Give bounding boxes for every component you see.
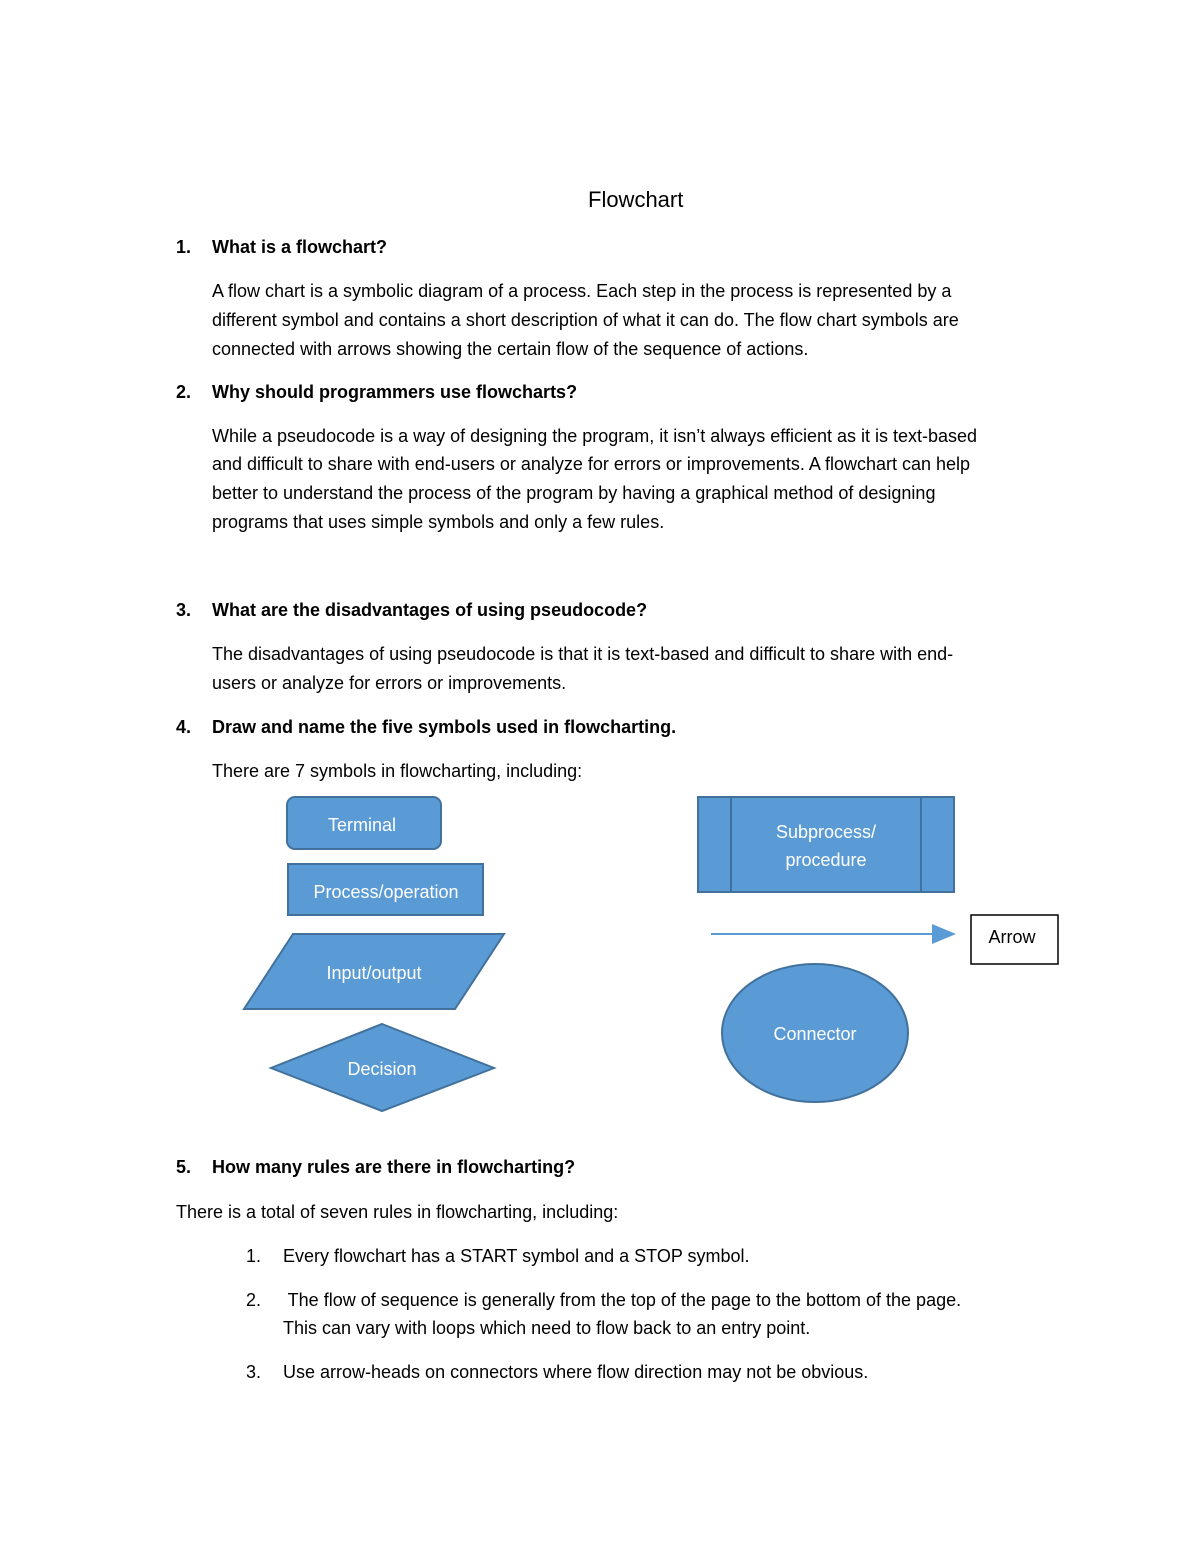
question-number: 1.	[176, 237, 192, 257]
rule-text: This can vary with loops which need to flow back to an entry point.	[283, 1318, 811, 1338]
arrow-label: Arrow	[988, 927, 1036, 947]
answer-line: There are 7 symbols in flowcharting, including:	[212, 761, 583, 781]
question-heading: How many rules are there in flowcharting?	[212, 1157, 576, 1177]
question-number: 5.	[176, 1157, 192, 1177]
subprocess-label-line1: Subprocess/	[775, 822, 877, 842]
terminal-symbol	[287, 797, 441, 849]
question-number: 4.	[176, 717, 192, 737]
answer-line: The disadvantages of using pseudocode is that it is text-based and difficult to share with end-	[212, 644, 954, 664]
page-title: Flowchart	[588, 187, 684, 212]
answer-line: A flow chart is a symbolic diagram of a process. Each step in the process is represented by a	[212, 281, 952, 301]
answer-line: programs that uses simple symbols and only a few rules.	[212, 512, 665, 532]
connector-symbol	[722, 964, 908, 1102]
answer-line: users or analyze for errors or improvements.	[212, 673, 567, 693]
answer-line: and difficult to share with end-users or analyze for errors or improvements. A flowchart can help	[212, 454, 971, 474]
input-output-symbol	[244, 934, 504, 1009]
answer-line: connected with arrows showing the certain flow of the sequence of actions.	[212, 339, 809, 359]
rule-text: Use arrow-heads on connectors where flow direction may not be obvious.	[283, 1362, 869, 1382]
rule-text: Every flowchart has a START symbol and a STOP symbol.	[283, 1246, 750, 1266]
rule-text: The flow of sequence is generally from the top of the page to the bottom of the page.	[283, 1290, 962, 1310]
arrow-label-box	[971, 915, 1058, 964]
answer-line: There is a total of seven rules in flowcharting, including:	[176, 1202, 619, 1222]
question-heading: What are the disadvantages of using pseudocode?	[212, 600, 648, 620]
answer-line: While a pseudocode is a way of designing the program, it isn’t always efficient as it is text-based	[212, 426, 978, 446]
rule-number: 2.	[246, 1290, 262, 1310]
subprocess-symbol	[698, 797, 954, 892]
process-symbol	[288, 864, 483, 915]
decision-label: Decision	[347, 1059, 417, 1079]
question-number: 3.	[176, 600, 192, 620]
rule-number: 1.	[246, 1246, 262, 1266]
question-heading: Draw and name the five symbols used in flowcharting.	[212, 717, 677, 737]
input-output-label: Input/output	[326, 963, 422, 983]
terminal-label: Terminal	[327, 815, 397, 835]
question-heading: What is a flowchart?	[212, 237, 388, 257]
decision-symbol	[271, 1024, 494, 1111]
process-label: Process/operation	[313, 882, 459, 902]
answer-line: better to understand the process of the program by having a graphical method of designing	[212, 483, 936, 503]
rule-number: 3.	[246, 1362, 262, 1382]
subprocess-label-line2: procedure	[785, 850, 867, 870]
connector-label: Connector	[773, 1024, 857, 1044]
question-heading: Why should programmers use flowcharts?	[212, 382, 578, 402]
answer-line: different symbol and contains a short description of what it can do. The flow chart symbols are	[212, 310, 959, 330]
question-number: 2.	[176, 382, 192, 402]
